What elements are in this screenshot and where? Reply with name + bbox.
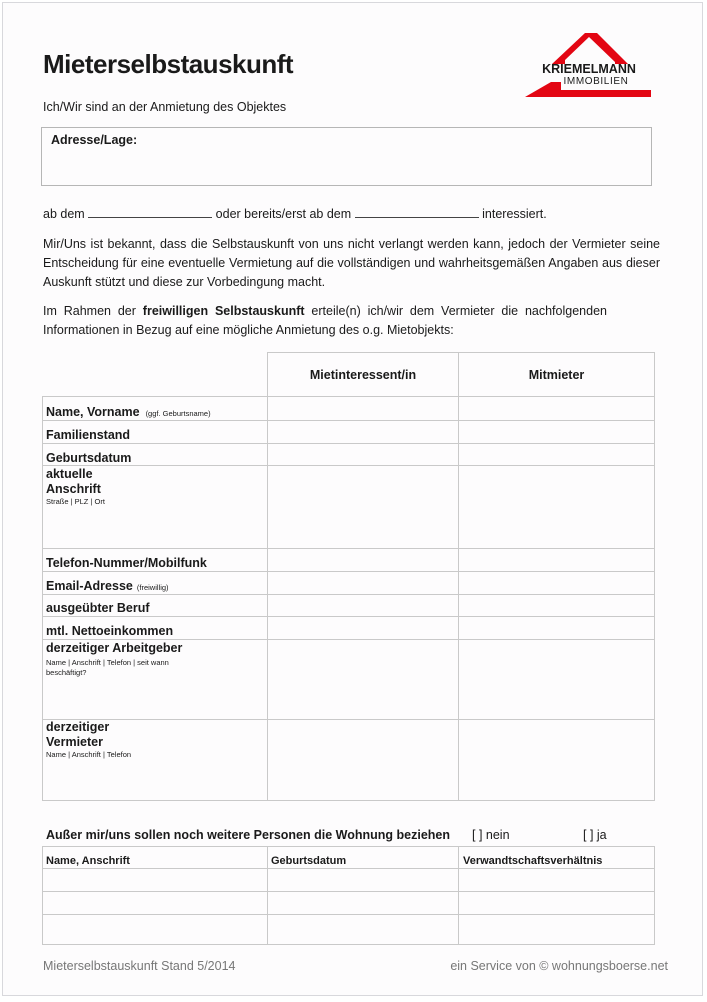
other-persons-question: Außer mir/uns sollen noch weitere Personen die Wohnung beziehen	[46, 828, 450, 842]
address-label: Adresse/Lage:	[51, 133, 138, 147]
option-no-checkbox[interactable]: [ ] nein	[472, 828, 510, 842]
option-yes-checkbox[interactable]: [ ] ja	[583, 828, 607, 842]
disclaimer-paragraph: Mir/Uns ist bekannt, dass die Selbstauskunft von uns nicht verlangt werden kann, jedoch der Vermieter seine Entscheidung für eine eventuelle Vermietung auf die vollständigen und wahrheitsgemäßen Angaben aus dieser Auskunft stützt und diese zur Vorbedingung macht.	[43, 237, 660, 289]
date-line: ab dem oder bereits/erst ab dem interessiert.	[43, 207, 547, 221]
row-label-name: Name, Vorname (ggf. Geburtsname)	[46, 405, 211, 419]
row-label-income: mtl. Nettoeinkommen	[46, 624, 174, 638]
col-cotenant-header: Mitmieter	[528, 368, 585, 382]
date-alt-field[interactable]	[355, 205, 479, 218]
row-label-employer: derzeitiger Arbeitgeber Name | Anschrift | Telefon | seit wann beschäftigt?	[46, 641, 183, 677]
row-label-profession: ausgeübter Beruf	[46, 601, 150, 615]
svg-text:IMMOBILIEN: IMMOBILIEN	[563, 76, 629, 87]
col-tenant-header: Mietinteressent/in	[309, 368, 417, 382]
footer-version: Mieterselbstauskunft Stand 5/2014	[43, 959, 236, 973]
page-title: Mieterselbstauskunft	[43, 49, 294, 79]
kriemelmann-logo	[521, 31, 657, 101]
row-label-address: aktuelle Anschrift Straße | PLZ | Ort	[46, 467, 105, 506]
tenant-column-cells[interactable]	[268, 397, 458, 800]
persons-col-name: Name, Anschrift	[46, 855, 130, 867]
row-label-landlord: derzeitiger Vermieter Name | Anschrift | Telefon	[46, 720, 132, 759]
row-label-phone: Telefon-Nummer/Mobilfunk	[46, 556, 207, 570]
row-label-email: Email-Adresse (freiwillig)	[46, 579, 169, 593]
footer-service: ein Service von © wohnungsboerse.net	[450, 959, 668, 973]
persons-col-relation: Verwandtschaftsverhältnis	[463, 855, 603, 867]
persons-col-birthdate: Geburtsdatum	[271, 855, 347, 867]
persons-rows[interactable]	[43, 869, 654, 944]
row-label-birthdate: Geburtsdatum	[46, 451, 132, 465]
cotenant-column-cells[interactable]	[459, 397, 654, 800]
consent-paragraph-line2: Informationen in Bezug auf eine mögliche Anmietung des o.g. Mietobjekts:	[43, 323, 454, 337]
consent-paragraph: Im Rahmen der freiwilligen Selbstauskunft erteile(n) ich/wir dem Vermieter die nachfolgenden	[43, 304, 607, 318]
form-page	[2, 2, 703, 996]
intro-text: Ich/Wir sind an der Anmietung des Objektes	[43, 100, 287, 114]
row-label-marital: Familienstand	[46, 428, 131, 442]
address-field[interactable]	[41, 127, 652, 186]
svg-text:KRIEMELMANN: KRIEMELMANN	[542, 62, 636, 76]
date-from-field[interactable]	[88, 205, 212, 218]
